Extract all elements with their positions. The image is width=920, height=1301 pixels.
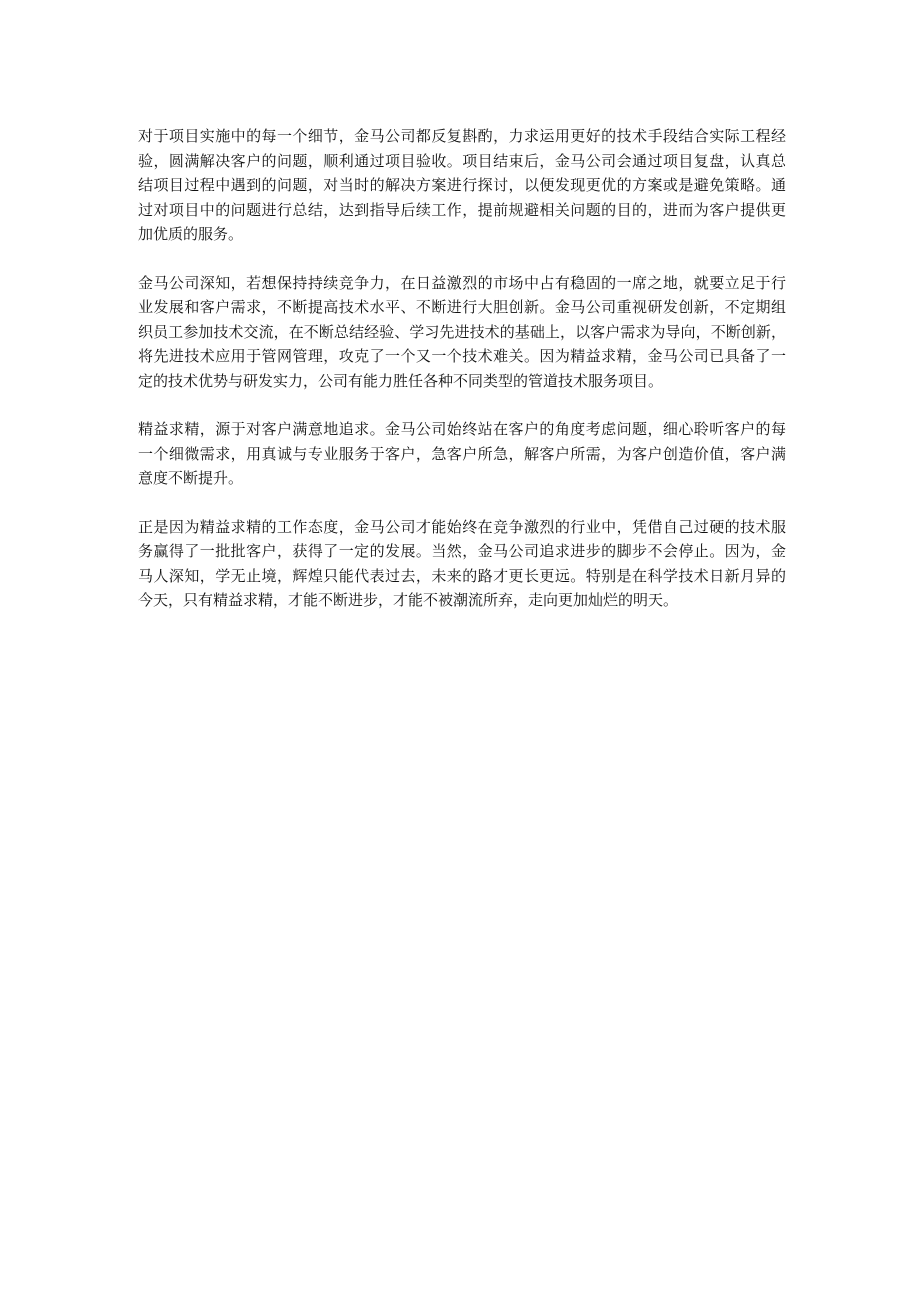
- text-line: 业发展和客户需求，不断提高技术水平、不断进行大胆创新。金马公司重视研发创新，不定期组: [138, 298, 786, 316]
- text-line: 一个细微需求，用真诚与专业服务于客户，急客户所急，解客户所需，为客户创造价值，客户满: [138, 444, 786, 463]
- text-line: 意度不断提升。: [138, 469, 244, 487]
- text-line: 对于项目实施中的每一个细节，金马公司都反复斟酌，力求运用更好的技术手段结合实际工程经: [138, 127, 786, 145]
- paragraph-4: [138, 515, 786, 613]
- text-line: 今天，只有精益求精，才能不断进步，才能不被潮流所弃，走向更加灿烂的明天。: [138, 591, 679, 609]
- text-line: 将先进技术应用于管网管理，攻克了一个又一个技术难关。因为精益求精，金马公司已具备了一: [138, 347, 786, 365]
- text-line: 定的技术优势与研发实力，公司有能力胜任各种不同类型的管道技术服务项目。: [138, 371, 664, 390]
- text-line: 结项目过程中遇到的问题，对当时的解决方案进行探讨，以便发现更优的方案或是避免策略。通: [138, 176, 786, 194]
- text-line: 过对项目中的问题进行总结，达到指导后续工作，提前规避相关问题的目的，进而为客户提供更: [138, 200, 786, 219]
- text-line: 务赢得了一批批客户，获得了一定的发展。当然，金马公司追求进步的脚步不会停止。因为，金: [138, 542, 786, 560]
- paragraph-1: [138, 124, 786, 247]
- paragraph-3: [138, 417, 786, 491]
- text-line: 织员工参加技术交流，在不断总结经验、学习先进技术的基础上，以客户需求为导向，不断创新，: [138, 322, 786, 341]
- text-line: 马人深知，学无止境，辉煌只能代表过去，未来的路才更长更远。特别是在科学技术日新月异的: [138, 566, 786, 585]
- document-body: [138, 124, 786, 637]
- text-line: 验，圆满解决客户的问题，顺利通过项目验收。项目结束后，金马公司会通过项目复盘，认真总: [138, 151, 786, 170]
- text-line: 金马公司深知，若想保持持续竞争力，在日益激烈的市场中占有稳固的一席之地，就要立足于行: [138, 273, 786, 292]
- text-line: 加优质的服务。: [138, 225, 244, 243]
- text-line: 精益求精，源于对客户满意地追求。金马公司始终站在客户的角度考虑问题，细心聆听客户的每: [138, 420, 786, 438]
- text-line: 正是因为精益求精的工作态度，金马公司才能始终在竞争激烈的行业中，凭借自己过硬的技术服: [138, 517, 786, 536]
- paragraph-2: [138, 271, 786, 394]
